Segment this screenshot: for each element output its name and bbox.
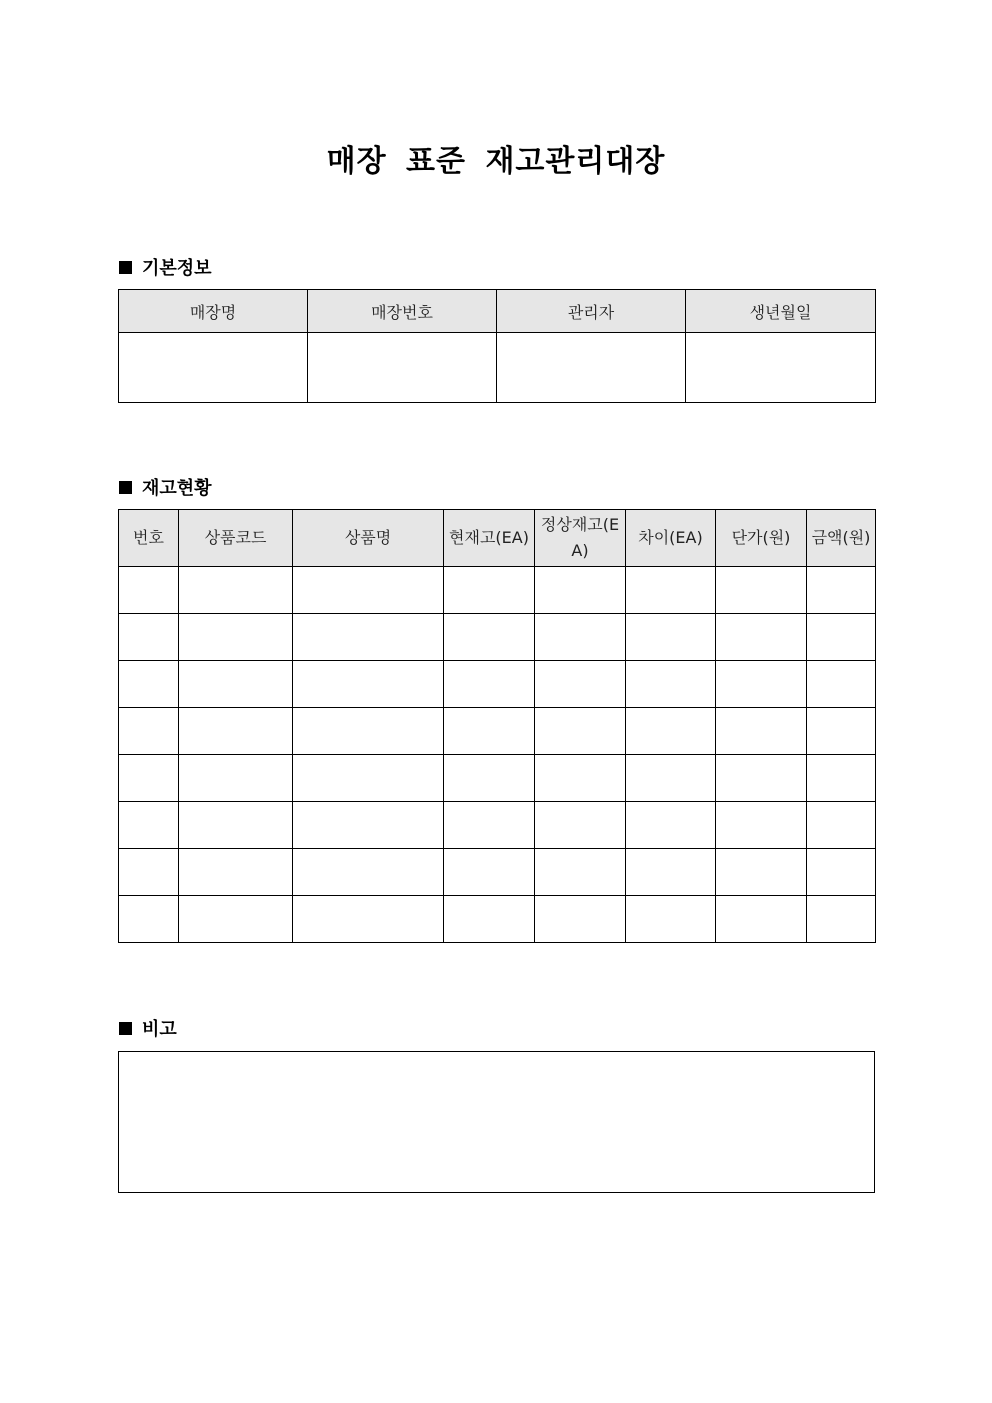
table-cell[interactable]	[119, 896, 179, 943]
remarks-box[interactable]	[118, 1051, 875, 1193]
table-cell[interactable]	[807, 708, 876, 755]
table-cell[interactable]	[444, 567, 535, 614]
table-row	[119, 802, 876, 849]
page-title: 매장 표준 재고관리대장	[326, 144, 666, 179]
table-cell[interactable]	[444, 614, 535, 661]
manager-cell[interactable]	[497, 333, 686, 403]
remarks-heading-label: 비고	[142, 1019, 177, 1040]
table-cell[interactable]	[293, 849, 444, 896]
table-cell[interactable]	[179, 614, 293, 661]
table-cell[interactable]	[179, 755, 293, 802]
table-row	[119, 661, 876, 708]
table-cell[interactable]	[716, 614, 807, 661]
table-cell[interactable]	[444, 755, 535, 802]
table-row	[119, 849, 876, 896]
table-row	[119, 614, 876, 661]
table-cell[interactable]	[807, 849, 876, 896]
table-cell[interactable]	[179, 849, 293, 896]
table-cell[interactable]	[119, 614, 179, 661]
table-cell[interactable]	[179, 567, 293, 614]
table-row	[119, 755, 876, 802]
stock-status-heading-label: 재고현황	[142, 478, 212, 499]
stock-header-row	[119, 510, 876, 567]
column-header: 금액(원)	[807, 510, 876, 567]
table-cell[interactable]	[535, 708, 626, 755]
table-cell[interactable]	[626, 849, 716, 896]
table-cell[interactable]	[716, 802, 807, 849]
table-row	[119, 896, 876, 943]
table-cell[interactable]	[293, 802, 444, 849]
table-cell[interactable]	[716, 896, 807, 943]
basic-info-heading	[119, 254, 212, 280]
table-cell[interactable]	[119, 849, 179, 896]
table-cell[interactable]	[293, 567, 444, 614]
basic-info-header-row	[119, 290, 876, 333]
table-cell[interactable]	[444, 661, 535, 708]
stock-table	[118, 509, 876, 943]
table-cell[interactable]	[293, 614, 444, 661]
table-cell[interactable]	[626, 896, 716, 943]
basic-info-table	[118, 289, 876, 403]
birthdate-cell[interactable]	[686, 333, 876, 403]
stock-status-heading	[119, 474, 212, 500]
black-square-icon	[119, 261, 132, 274]
black-square-icon	[119, 481, 132, 494]
table-cell[interactable]	[179, 708, 293, 755]
table-cell[interactable]	[626, 755, 716, 802]
table-cell[interactable]	[535, 755, 626, 802]
table-cell[interactable]	[179, 802, 293, 849]
table-cell[interactable]	[444, 802, 535, 849]
table-cell[interactable]	[119, 708, 179, 755]
table-cell[interactable]	[119, 755, 179, 802]
black-square-icon	[119, 1022, 132, 1035]
table-cell[interactable]	[444, 896, 535, 943]
table-cell[interactable]	[179, 661, 293, 708]
table-cell[interactable]	[535, 802, 626, 849]
table-cell[interactable]	[626, 708, 716, 755]
table-cell[interactable]	[535, 614, 626, 661]
column-header: 관리자	[497, 290, 686, 333]
column-header: 생년월일	[686, 290, 876, 333]
table-cell[interactable]	[535, 661, 626, 708]
table-cell[interactable]	[119, 661, 179, 708]
table-cell[interactable]	[535, 896, 626, 943]
table-cell[interactable]	[626, 614, 716, 661]
column-header: 상품명	[293, 510, 444, 567]
remarks-heading	[119, 1015, 177, 1041]
table-cell[interactable]	[807, 802, 876, 849]
column-header: 번호	[119, 510, 179, 567]
table-cell[interactable]	[716, 567, 807, 614]
table-row	[119, 567, 876, 614]
table-cell[interactable]	[716, 708, 807, 755]
table-cell[interactable]	[626, 661, 716, 708]
table-cell[interactable]	[535, 567, 626, 614]
table-cell[interactable]	[626, 567, 716, 614]
table-cell[interactable]	[807, 567, 876, 614]
table-cell[interactable]	[444, 849, 535, 896]
store-number-cell[interactable]	[308, 333, 497, 403]
table-cell[interactable]	[716, 849, 807, 896]
table-cell[interactable]	[119, 802, 179, 849]
table-cell[interactable]	[807, 755, 876, 802]
table-cell[interactable]	[807, 661, 876, 708]
column-header: 매장명	[119, 290, 308, 333]
table-cell[interactable]	[293, 755, 444, 802]
table-row	[119, 708, 876, 755]
basic-info-value-row	[119, 333, 876, 403]
column-header: 단가(원)	[716, 510, 807, 567]
table-cell[interactable]	[293, 896, 444, 943]
table-cell[interactable]	[716, 755, 807, 802]
table-cell[interactable]	[716, 661, 807, 708]
table-cell[interactable]	[807, 614, 876, 661]
table-cell[interactable]	[535, 849, 626, 896]
table-cell[interactable]	[179, 896, 293, 943]
column-header: 상품코드	[179, 510, 293, 567]
table-cell[interactable]	[293, 708, 444, 755]
column-header: 정상재고(EA)	[535, 510, 626, 567]
table-cell[interactable]	[444, 708, 535, 755]
column-header: 매장번호	[308, 290, 497, 333]
table-cell[interactable]	[807, 896, 876, 943]
table-cell[interactable]	[626, 802, 716, 849]
table-cell[interactable]	[293, 661, 444, 708]
column-header: 현재고(EA)	[444, 510, 535, 567]
column-header: 차이(EA)	[626, 510, 716, 567]
store-name-cell[interactable]	[119, 333, 308, 403]
table-cell[interactable]	[119, 567, 179, 614]
basic-info-heading-label: 기본정보	[142, 258, 212, 279]
